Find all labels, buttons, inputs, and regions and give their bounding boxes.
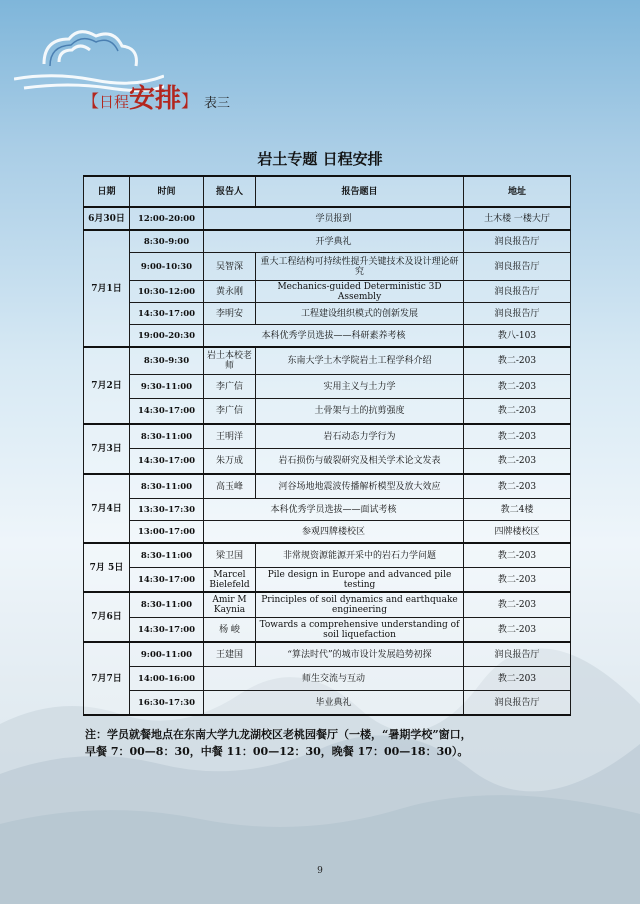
table-row — [84, 642, 571, 667]
location-cell: 教二-203 — [464, 424, 571, 449]
note-line-1: 注：学员就餐地点在东南大学九龙湖校区老桃园餐厅（一楼，“暑期学校”窗口， — [85, 728, 472, 741]
location-cell: 土木楼 一楼大厅 — [464, 207, 571, 230]
column-header: 报告人 — [204, 176, 256, 207]
topic-cell: 岩石损伤与破裂研究及相关学术论文发表 — [256, 449, 464, 475]
date-cell: 7月3日 — [84, 424, 130, 474]
topic-cell: Towards a comprehensive understanding of soil liquefaction — [256, 618, 464, 643]
location-cell: 教二-203 — [464, 568, 571, 593]
column-header: 时间 — [130, 176, 204, 207]
location-cell: 教二-203 — [464, 667, 571, 691]
date-group — [84, 474, 571, 543]
topic-cell: 东南大学土木学院岩土工程学科介绍 — [256, 347, 464, 375]
time-cell: 14:30-17:00 — [130, 568, 204, 593]
location-cell: 润良报告厅 — [464, 303, 571, 325]
table-row — [84, 230, 571, 253]
speaker-cell: 杨 峻 — [204, 618, 256, 643]
table-row — [84, 375, 571, 399]
date-cell: 7月6日 — [84, 592, 130, 642]
speaker-cell: 高玉峰 — [204, 474, 256, 499]
table-row — [84, 521, 571, 544]
date-group — [84, 543, 571, 592]
table-row — [84, 253, 571, 281]
table-row — [84, 281, 571, 303]
column-header: 日期 — [84, 176, 130, 207]
speaker-cell: Amir M Kaynia — [204, 592, 256, 618]
location-cell: 教二-203 — [464, 375, 571, 399]
time-cell: 14:30-17:00 — [130, 618, 204, 643]
date-group — [84, 642, 571, 715]
date-group — [84, 347, 571, 424]
topic-cell: Mechanics-guided Deterministic 3D Assembly — [256, 281, 464, 303]
note-line-2: 早餐 7：00—8：30，中餐 11：00—12：30，晚餐 17：00—18：30）。 — [85, 745, 469, 758]
topic-cell: 学员报到 — [204, 207, 464, 230]
schedule-table — [83, 175, 571, 716]
date-cell: 7月2日 — [84, 347, 130, 424]
location-cell: 润良报告厅 — [464, 253, 571, 281]
speaker-cell: 王明洋 — [204, 424, 256, 449]
location-cell: 润良报告厅 — [464, 691, 571, 716]
speaker-cell: 李广信 — [204, 399, 256, 425]
table-row — [84, 347, 571, 375]
header-bracket-close: 】 — [181, 92, 199, 112]
table-row — [84, 499, 571, 521]
column-header: 地址 — [464, 176, 571, 207]
location-cell: 润良报告厅 — [464, 281, 571, 303]
location-cell: 教二-203 — [464, 399, 571, 425]
date-cell: 7月7日 — [84, 642, 130, 715]
time-cell: 16:30-17:30 — [130, 691, 204, 716]
topic-cell: 本科优秀学员选拔——科研素养考核 — [204, 325, 464, 348]
table-row — [84, 667, 571, 691]
table-row — [84, 568, 571, 593]
table-row — [84, 618, 571, 643]
table-header-row — [84, 176, 571, 207]
date-group — [84, 230, 571, 347]
location-cell: 教二4楼 — [464, 499, 571, 521]
table-row — [84, 303, 571, 325]
time-cell: 14:30-17:00 — [130, 449, 204, 475]
speaker-cell: 梁卫国 — [204, 543, 256, 568]
table-row — [84, 325, 571, 348]
time-cell: 10:30-12:00 — [130, 281, 204, 303]
location-cell: 教二-203 — [464, 618, 571, 643]
topic-cell: 实用主义与土力学 — [256, 375, 464, 399]
table-row — [84, 424, 571, 449]
location-cell: 教二-203 — [464, 592, 571, 618]
speaker-cell: 李广信 — [204, 375, 256, 399]
location-cell: 教二-203 — [464, 543, 571, 568]
speaker-cell: 朱万成 — [204, 449, 256, 475]
time-cell: 9:00-10:30 — [130, 253, 204, 281]
location-cell: 教二-203 — [464, 449, 571, 475]
speaker-cell: 岩土本校老师 — [204, 347, 256, 375]
table-row — [84, 474, 571, 499]
table-row — [84, 207, 571, 230]
speaker-cell: 李明安 — [204, 303, 256, 325]
topic-cell: 师生交流与互动 — [204, 667, 464, 691]
section-header — [82, 78, 230, 115]
topic-cell: 工程建设组织模式的创新发展 — [256, 303, 464, 325]
time-cell: 9:00-11:00 — [130, 642, 204, 667]
topic-cell: 参观四牌楼校区 — [204, 521, 464, 544]
time-cell: 8:30-11:00 — [130, 474, 204, 499]
time-cell: 19:00-20:30 — [130, 325, 204, 348]
header-bracket-open: 【 — [82, 92, 99, 112]
header-schedule-large: 安排 — [129, 84, 182, 114]
header-table-number: 表三 — [204, 96, 231, 111]
time-cell: 12:00-20:00 — [130, 207, 204, 230]
table-row — [84, 449, 571, 475]
location-cell: 教二-203 — [464, 474, 571, 499]
time-cell: 13:30-17:30 — [130, 499, 204, 521]
date-cell: 6月30日 — [84, 207, 130, 230]
topic-cell: 开学典礼 — [204, 230, 464, 253]
topic-cell: Principles of soil dynamics and earthquake engineering — [256, 592, 464, 618]
speaker-cell: Marcel Bielefeld — [204, 568, 256, 593]
page-number: 9 — [317, 866, 323, 876]
header-schedule-small: 日程 — [99, 93, 130, 111]
date-cell: 7月 5日 — [84, 543, 130, 592]
speaker-cell: 吴智深 — [204, 253, 256, 281]
table-row — [84, 592, 571, 618]
meal-note — [85, 726, 565, 760]
table-row — [84, 399, 571, 425]
time-cell: 14:00-16:00 — [130, 667, 204, 691]
topic-cell: Pile design in Europe and advanced pile testing — [256, 568, 464, 593]
column-header: 报告题目 — [256, 176, 464, 207]
location-cell: 润良报告厅 — [464, 642, 571, 667]
date-cell: 7月4日 — [84, 474, 130, 543]
date-group — [84, 592, 571, 642]
table-row — [84, 543, 571, 568]
time-cell: 8:30-9:30 — [130, 347, 204, 375]
time-cell: 9:30-11:00 — [130, 375, 204, 399]
date-group — [84, 207, 571, 230]
topic-cell: 河谷场地地震波传播解析模型及放大效应 — [256, 474, 464, 499]
speaker-cell: 王建国 — [204, 642, 256, 667]
time-cell: 14:30-17:00 — [130, 303, 204, 325]
date-cell: 7月1日 — [84, 230, 130, 347]
location-cell: 四牌楼校区 — [464, 521, 571, 544]
topic-cell: 岩石动态力学行为 — [256, 424, 464, 449]
time-cell: 8:30-11:00 — [130, 543, 204, 568]
speaker-cell: 黄永刚 — [204, 281, 256, 303]
time-cell: 8:30-11:00 — [130, 424, 204, 449]
table-row — [84, 691, 571, 716]
time-cell: 8:30-9:00 — [130, 230, 204, 253]
topic-cell: 非常规资源能源开采中的岩石力学问题 — [256, 543, 464, 568]
time-cell: 14:30-17:00 — [130, 399, 204, 425]
topic-cell: 毕业典礼 — [204, 691, 464, 716]
time-cell: 8:30-11:00 — [130, 592, 204, 618]
topic-cell: 土骨架与土的抗剪强度 — [256, 399, 464, 425]
topic-cell: “算法时代”的城市设计发展趋势初探 — [256, 642, 464, 667]
location-cell: 教八-103 — [464, 325, 571, 348]
date-group — [84, 424, 571, 474]
page-title: 岩土专题 日程安排 — [257, 150, 383, 168]
location-cell: 润良报告厅 — [464, 230, 571, 253]
topic-cell: 重大工程结构可持续性提升关键技术及设计理论研究 — [256, 253, 464, 281]
time-cell: 13:00-17:00 — [130, 521, 204, 544]
location-cell: 教二-203 — [464, 347, 571, 375]
topic-cell: 本科优秀学员选拔——面试考核 — [204, 499, 464, 521]
